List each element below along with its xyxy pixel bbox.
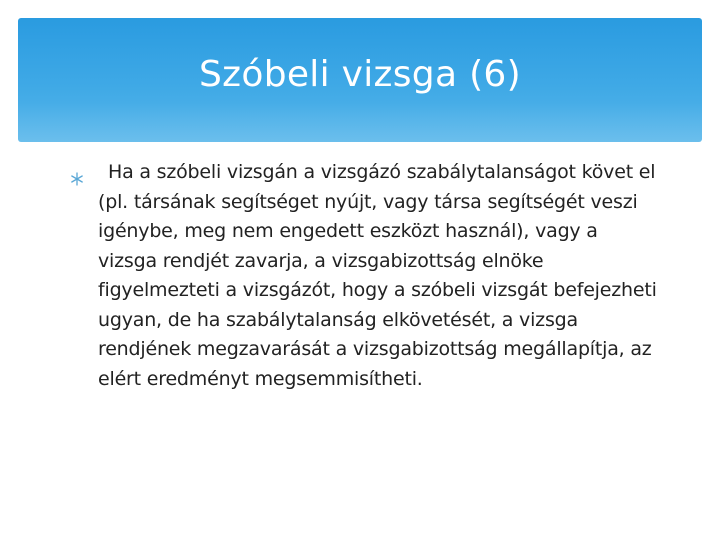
bullet-item: [70, 158, 660, 394]
asterisk-bullet-icon: [70, 166, 84, 180]
title-banner: [18, 18, 702, 142]
bullet-text: Ha a szóbeli vizsgán a vizsgázó szabálytalanságot követ el (pl. társának segítséget nyújt, vagy társa segítségét veszi igénybe, meg nem engedett eszközt használ), vagy a vizsga rendjét zavarja, a vizsgabizottság elnöke figyelmezteti a vizsgázót, hogy a szóbeli vizsgát befejezheti ugyan, de ha szabálytalanság elkövetését, a vizsga rendjének megzavarását a vizsgabizottság megállapítja, az elért eredményt megsemmisítheti.: [98, 161, 657, 390]
slide-title: Szóbeli vizsga (6): [199, 54, 521, 95]
slide-body: [70, 158, 660, 394]
